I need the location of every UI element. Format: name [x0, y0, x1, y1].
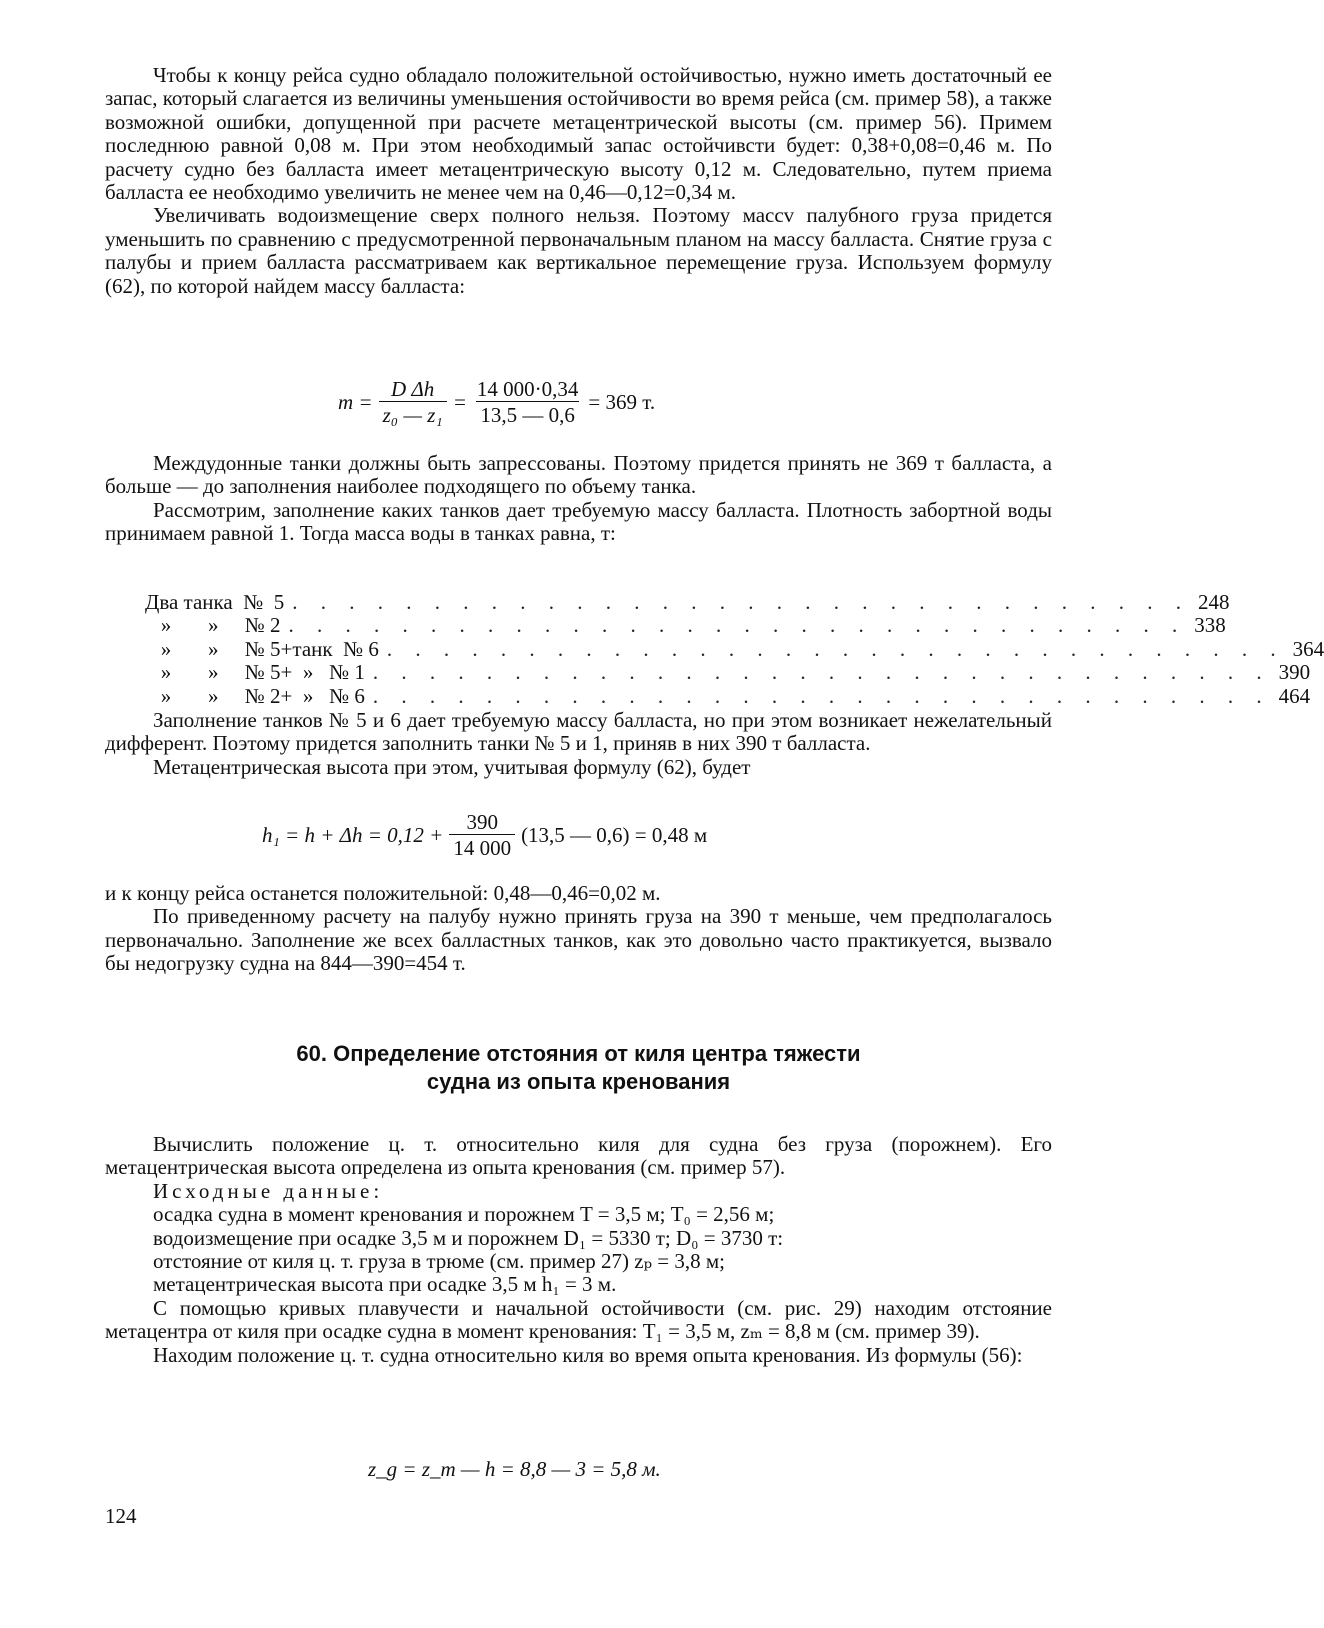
text-block-end: [105, 882, 1052, 976]
formula-result: = 369 т.: [588, 390, 656, 415]
table-row: [145, 636, 1324, 661]
text-block-after-table: [105, 709, 1052, 779]
leader-dots: . . . . . . . . . . . . . . . . . . . . . . . . . . . . . . . .: [292, 590, 1191, 614]
table-row-label: » » № 5+танк № 6: [145, 636, 379, 661]
table-row: [145, 683, 1311, 708]
fraction-denominator: z₀ — z₁: [379, 401, 447, 427]
table-row-label: » » № 2+ » № 6: [145, 683, 365, 708]
section-body: [105, 1133, 1052, 1367]
paragraph: Вычислить положение ц. т. относительно киля для судна без груза (порожнем). Его метацентрическая высота определена из опыта кренования (см. пример 57).: [105, 1132, 1052, 1180]
given-line: отстояние от киля ц. т. груза в трюме (см. пример 27) zₚ = 3,8 м;: [153, 1249, 725, 1274]
table-row-label: Два танка № 5: [145, 590, 285, 614]
paragraph: Находим положение ц. т. судна относительно киля во время опыта кренования. Из формулы (56):: [153, 1342, 1023, 1367]
formula-equals: =: [452, 390, 467, 415]
table-row-value: 390: [1278, 660, 1311, 685]
paragraph: Чтобы к концу рейса судно обладало положительной остойчивостью, нужно иметь достаточный ее запас, который слагается из величины уменьшения остойчивости во время рейса (см. пример 58), а также возможной ошибки, допущенной при расчете метацентрической высоты (см. пример 56). Примем последнюю равной 0,08 м. При этом необходимый запас остойчивсти будет: 0,38+0,08=0,46 м. По расчету судно без балласта имеет метацентрическую высоту 0,12 м. Следовательно, путем приема балласта ее необходимо увеличить не менее чем на 0,46—0,12=0,34 м.: [105, 63, 1052, 205]
given-line: метацентрическая высота при осадке 3,5 м h₁ = 3 м.: [153, 1272, 617, 1297]
tank-table: [145, 590, 1324, 708]
section-heading: [105, 1040, 1052, 1096]
formula-metacentric-height: [262, 811, 707, 861]
table-row-label: » » № 2: [145, 613, 281, 638]
formula-rest: (13,5 — 0,6) = 0,48 м: [521, 823, 708, 848]
page-number: 124: [105, 1504, 137, 1528]
section-heading-line: 60. Определение отстояния от киля центра тяжести: [296, 1041, 861, 1066]
paragraph: С помощью кривых плавучести и начальной остойчивости (см. рис. 29) находим отстояние метацентра от киля при осадке судна в момент кренования: T₁ = 3,5 м, zₘ = 8,8 м (см. пример 39).: [105, 1295, 1052, 1344]
fraction: [473, 378, 583, 428]
table-row-value: 338: [1194, 613, 1226, 638]
paragraph: По приведенному расчету на палубу нужно принять груза на 390 т меньше, чем предполагалось первоначально. Заполнение же всех балластных танков, как это довольно часто практикуется, вызвало бы недогрузку судна на 844—390=454 т.: [105, 904, 1052, 976]
fraction-numerator: 390: [466, 810, 498, 834]
paragraph: Заполнение танков № 5 и 6 дает требуемую массу балласта, но при этом возникает нежелательный дифферент. Поэтому придется заполнить танки № 5 и 1, приняв в них 390 т балласта.: [105, 708, 1052, 756]
formula-lhs: h₁ = h + Δh = 0,12 +: [262, 823, 444, 848]
paragraph: Рассмотрим, заполнение каких танков дает требуемую массу балласта. Плотность забортной воды принимаем равной 1. Тогда масса воды в танках равна, т:: [105, 497, 1052, 546]
table-row: [145, 613, 1226, 638]
section-heading-line: судна из опыта кренования: [426, 1069, 731, 1094]
table-row-value: 364: [1292, 636, 1324, 661]
fraction-numerator: D Δh: [391, 377, 435, 401]
given-line: водоизмещение при осадке 3,5 м и порожнем D₁ = 5330 т; D₀ = 3730 т:: [153, 1225, 784, 1250]
table-row-value: 464: [1278, 683, 1311, 708]
given-data-label: Исходные данные:: [153, 1178, 384, 1203]
formula-center-of-gravity: [368, 1458, 661, 1481]
paragraph: Метацентрическая высота при этом, учитывая формулу (62), будет: [153, 754, 751, 779]
leader-dots: . . . . . . . . . . . . . . . . . . . . . . . . . . . . . . . .: [386, 636, 1285, 661]
leader-dots: . . . . . . . . . . . . . . . . . . . . . . . . . . . . . . . .: [372, 660, 1271, 685]
table-row: [145, 660, 1311, 685]
fraction: [449, 811, 515, 861]
paragraph: Междудонные танки должны быть запрессованы. Поэтому придется принять не 369 т балласта, а больше — до заполнения наиболее подходящего по объему танка.: [105, 451, 1052, 499]
leader-dots: . . . . . . . . . . . . . . . . . . . . . . . . . . . . . . . .: [288, 613, 1187, 638]
paragraph: и к концу рейса останется положительной: 0,48—0,46=0,02 м.: [105, 881, 661, 905]
given-line: осадка судна в момент кренования и порожнем T = 3,5 м; T₀ = 2,56 м;: [153, 1202, 775, 1227]
fraction-denominator: 14 000: [449, 834, 515, 860]
text-block-top: [105, 64, 1052, 298]
fraction-denominator: 13,5 — 0,6: [476, 401, 579, 427]
formula-text: z_g = z_m — h = 8,8 — 3 = 5,8 м.: [368, 1457, 661, 1481]
text-block-mid: [105, 452, 1052, 546]
fraction-numerator: 14 000·0,34: [476, 377, 579, 401]
paragraph: Увеличивать водоизмещение сверх полного нельзя. Поэтому массv палубного груза придется уменьшить по сравнению с предусмотренной первоначальным планом на массу балласта. Снятие груза с палубы и прием балласта рассматриваем как вертикальное перемещение груза. Используем формулу (62), по которой найдем массу балласта:: [105, 203, 1052, 298]
fraction: [379, 378, 447, 428]
table-row-label: » » № 5+ » № 1: [145, 660, 365, 685]
table-row: [145, 590, 1230, 614]
table-row-value: 248: [1198, 590, 1230, 614]
formula-ballast-mass: [338, 378, 655, 428]
formula-lhs: m =: [338, 390, 373, 415]
leader-dots: . . . . . . . . . . . . . . . . . . . . . . . . . . . . . . . .: [372, 683, 1271, 708]
